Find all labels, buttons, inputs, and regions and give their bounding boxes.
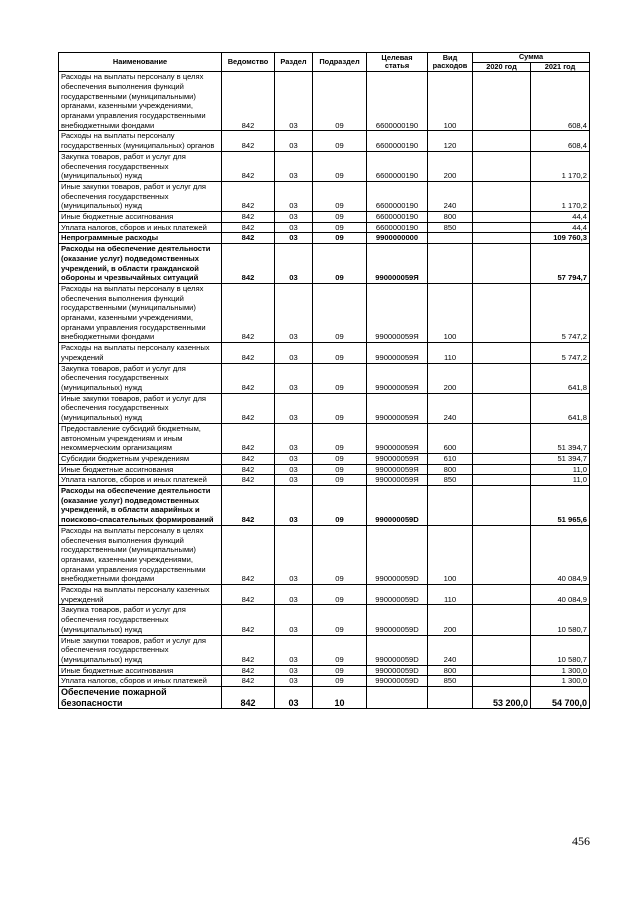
row-exp-type: 100	[428, 72, 473, 131]
row-name: Расходы на выплаты персоналу в целях обеспечения выполнения функций государственными (муниципальными) органами, казенными учреждениями, органами управления государственными внебюджетными фондами	[59, 72, 222, 131]
row-section: 03	[275, 131, 313, 151]
row-exp-type	[428, 244, 473, 284]
row-exp-type: 240	[428, 635, 473, 665]
row-sum-2021: 10 580,7	[531, 635, 590, 665]
table-row	[59, 635, 590, 665]
row-section: 03	[275, 244, 313, 284]
row-exp-type: 800	[428, 665, 473, 676]
row-exp-type: 800	[428, 212, 473, 223]
table-row	[59, 72, 590, 131]
table-header	[59, 53, 590, 72]
header-2021: 2021 год	[531, 62, 590, 72]
row-name: Предоставление субсидий бюджетным, автономным учреждениям и иным некоммерческим организациям	[59, 423, 222, 453]
row-dept: 842	[222, 244, 275, 284]
row-exp-type: 110	[428, 343, 473, 363]
row-section: 03	[275, 486, 313, 526]
row-exp-type: 240	[428, 393, 473, 423]
row-dept: 842	[222, 585, 275, 605]
row-target: 990000059Я	[367, 423, 428, 453]
row-dept: 842	[222, 423, 275, 453]
row-section: 03	[275, 605, 313, 635]
row-sum-2021: 1 300,0	[531, 665, 590, 676]
row-section: 03	[275, 665, 313, 676]
row-target: 6600000190	[367, 212, 428, 223]
row-dept: 842	[222, 525, 275, 584]
table-row	[59, 605, 590, 635]
row-subsection: 09	[313, 676, 367, 687]
row-subsection: 09	[313, 212, 367, 223]
table-row	[59, 283, 590, 342]
row-sum-2021: 641,8	[531, 393, 590, 423]
row-exp-type: 200	[428, 151, 473, 181]
row-dept: 842	[222, 212, 275, 223]
row-dept: 842	[222, 131, 275, 151]
row-subsection: 10	[313, 687, 367, 709]
row-section: 03	[275, 585, 313, 605]
row-sum-2020	[473, 131, 531, 151]
table-row	[59, 343, 590, 363]
row-subsection: 09	[313, 486, 367, 526]
row-target: 6600000190	[367, 131, 428, 151]
row-sum-2021: 51 965,6	[531, 486, 590, 526]
row-dept: 842	[222, 635, 275, 665]
row-sum-2021: 1 170,2	[531, 181, 590, 211]
table-row	[59, 181, 590, 211]
row-subsection: 09	[313, 585, 367, 605]
row-target: 990000059D	[367, 486, 428, 526]
row-sum-2021: 40 084,9	[531, 525, 590, 584]
row-section: 03	[275, 283, 313, 342]
row-name: Расходы на выплаты персоналу в целях обеспечения выполнения функций государственными (муниципальными) органами, казенными учреждениями, органами управления государственными внебюджетными фондами	[59, 525, 222, 584]
row-sum-2020	[473, 363, 531, 393]
row-subsection: 09	[313, 283, 367, 342]
row-name: Иные закупки товаров, работ и услуг для обеспечения государственных (муниципальных) нужд	[59, 635, 222, 665]
row-target: 990000059Я	[367, 343, 428, 363]
table-row	[59, 363, 590, 393]
table-row	[59, 464, 590, 475]
row-dept: 842	[222, 453, 275, 464]
row-dept: 842	[222, 343, 275, 363]
table-row	[59, 475, 590, 486]
row-sum-2020	[473, 453, 531, 464]
row-exp-type: 110	[428, 585, 473, 605]
row-section: 03	[275, 453, 313, 464]
row-sum-2020	[473, 635, 531, 665]
row-subsection: 09	[313, 151, 367, 181]
row-sum-2020	[473, 585, 531, 605]
row-sum-2020	[473, 244, 531, 284]
row-subsection: 09	[313, 72, 367, 131]
row-sum-2020	[473, 393, 531, 423]
row-name: Уплата налогов, сборов и иных платежей	[59, 475, 222, 486]
row-section: 03	[275, 475, 313, 486]
row-exp-type: 200	[428, 605, 473, 635]
row-section: 03	[275, 423, 313, 453]
row-exp-type: 120	[428, 131, 473, 151]
row-sum-2021: 109 760,3	[531, 233, 590, 244]
row-name: Иные бюджетные ассигнования	[59, 212, 222, 223]
row-subsection: 09	[313, 244, 367, 284]
row-sum-2021: 11,0	[531, 464, 590, 475]
row-subsection: 09	[313, 131, 367, 151]
row-exp-type: 200	[428, 363, 473, 393]
row-sum-2020	[473, 233, 531, 244]
row-subsection: 09	[313, 393, 367, 423]
row-dept: 842	[222, 181, 275, 211]
row-target: 990000059D	[367, 585, 428, 605]
row-name: Расходы на обеспечение деятельности (оказание услуг) подведомственных учреждений, в области гражданской обороны и чрезвычайных ситуаций	[59, 244, 222, 284]
row-sum-2020	[473, 665, 531, 676]
table-row	[59, 486, 590, 526]
row-target: 990000059Я	[367, 244, 428, 284]
row-name: Закупка товаров, работ и услуг для обеспечения государственных (муниципальных) нужд	[59, 151, 222, 181]
row-exp-type	[428, 486, 473, 526]
row-name: Закупка товаров, работ и услуг для обеспечения государственных (муниципальных) нужд	[59, 363, 222, 393]
row-sum-2021: 40 084,9	[531, 585, 590, 605]
row-name: Непрограммные расходы	[59, 233, 222, 244]
row-sum-2021: 51 394,7	[531, 453, 590, 464]
row-section: 03	[275, 181, 313, 211]
row-dept: 842	[222, 475, 275, 486]
row-dept: 842	[222, 72, 275, 131]
row-target: 990000059Я	[367, 453, 428, 464]
row-subsection: 09	[313, 605, 367, 635]
row-sum-2020	[473, 423, 531, 453]
row-name: Иные бюджетные ассигнования	[59, 464, 222, 475]
row-dept: 842	[222, 687, 275, 709]
row-exp-type: 600	[428, 423, 473, 453]
header-exp-type: Вид расходов	[428, 53, 473, 72]
table-body	[59, 72, 590, 709]
row-subsection: 09	[313, 453, 367, 464]
row-name: Уплата налогов, сборов и иных платежей	[59, 222, 222, 233]
row-subsection: 09	[313, 233, 367, 244]
row-sum-2020	[473, 475, 531, 486]
row-sum-2020	[473, 605, 531, 635]
row-target: 6600000190	[367, 72, 428, 131]
row-target: 6600000190	[367, 222, 428, 233]
row-name: Расходы на выплаты персоналу казенных учреждений	[59, 343, 222, 363]
row-exp-type: 610	[428, 453, 473, 464]
row-section: 03	[275, 687, 313, 709]
row-section: 03	[275, 676, 313, 687]
row-name: Расходы на выплаты персоналу казенных учреждений	[59, 585, 222, 605]
table-row	[59, 151, 590, 181]
row-subsection: 09	[313, 181, 367, 211]
row-dept: 842	[222, 363, 275, 393]
row-sum-2021: 44,4	[531, 212, 590, 223]
row-name: Иные закупки товаров, работ и услуг для обеспечения государственных (муниципальных) нужд	[59, 181, 222, 211]
row-target: 990000059Я	[367, 283, 428, 342]
row-sum-2020: 53 200,0	[473, 687, 531, 709]
table-row	[59, 453, 590, 464]
row-exp-type: 850	[428, 475, 473, 486]
header-subsection: Подраздел	[313, 53, 367, 72]
table-row	[59, 525, 590, 584]
row-section: 03	[275, 151, 313, 181]
row-sum-2020	[473, 525, 531, 584]
row-target: 990000059D	[367, 605, 428, 635]
row-target: 990000059D	[367, 635, 428, 665]
row-target: 990000059Я	[367, 363, 428, 393]
row-target: 990000059D	[367, 665, 428, 676]
row-dept: 842	[222, 676, 275, 687]
row-dept: 842	[222, 486, 275, 526]
row-target: 9900000000	[367, 233, 428, 244]
row-sum-2020	[473, 151, 531, 181]
table-row	[59, 222, 590, 233]
row-name: Расходы на выплаты персоналу в целях обеспечения выполнения функций государственными (муниципальными) органами, казенными учреждениями, органами управления государственными внебюджетными фондами	[59, 283, 222, 342]
header-sum: Сумма	[473, 53, 590, 63]
row-section: 03	[275, 233, 313, 244]
row-section: 03	[275, 363, 313, 393]
table-row	[59, 665, 590, 676]
page-number: 456	[572, 834, 590, 848]
row-sum-2021: 11,0	[531, 475, 590, 486]
row-section: 03	[275, 222, 313, 233]
row-sum-2021: 57 794,7	[531, 244, 590, 284]
row-dept: 842	[222, 233, 275, 244]
row-exp-type	[428, 687, 473, 709]
row-sum-2021: 641,8	[531, 363, 590, 393]
row-sum-2020	[473, 464, 531, 475]
row-subsection: 09	[313, 665, 367, 676]
row-name: Уплата налогов, сборов и иных платежей	[59, 676, 222, 687]
header-2020: 2020 год	[473, 62, 531, 72]
row-sum-2020	[473, 72, 531, 131]
row-exp-type: 850	[428, 676, 473, 687]
budget-table	[58, 52, 590, 709]
row-section: 03	[275, 72, 313, 131]
row-target: 990000059Я	[367, 464, 428, 475]
table-row	[59, 676, 590, 687]
row-section: 03	[275, 525, 313, 584]
row-subsection: 09	[313, 222, 367, 233]
row-section: 03	[275, 635, 313, 665]
row-exp-type: 100	[428, 525, 473, 584]
table-row	[59, 244, 590, 284]
row-sum-2021: 10 580,7	[531, 605, 590, 635]
row-dept: 842	[222, 665, 275, 676]
table-row	[59, 687, 590, 709]
row-sum-2021: 54 700,0	[531, 687, 590, 709]
row-section: 03	[275, 343, 313, 363]
row-subsection: 09	[313, 475, 367, 486]
row-exp-type	[428, 233, 473, 244]
table-row	[59, 233, 590, 244]
table-row	[59, 423, 590, 453]
row-target: 990000059Я	[367, 393, 428, 423]
header-section: Раздел	[275, 53, 313, 72]
row-dept: 842	[222, 222, 275, 233]
row-subsection: 09	[313, 343, 367, 363]
table-row	[59, 585, 590, 605]
row-sum-2021: 608,4	[531, 131, 590, 151]
row-sum-2021: 608,4	[531, 72, 590, 131]
row-name: Расходы на выплаты персоналу государственных (муниципальных) органов	[59, 131, 222, 151]
row-subsection: 09	[313, 464, 367, 475]
row-sum-2021: 5 747,2	[531, 343, 590, 363]
row-sum-2020	[473, 212, 531, 223]
row-target: 990000059D	[367, 676, 428, 687]
row-dept: 842	[222, 393, 275, 423]
row-dept: 842	[222, 151, 275, 181]
row-subsection: 09	[313, 423, 367, 453]
row-target: 990000059Я	[367, 475, 428, 486]
header-name: Наименование	[59, 53, 222, 72]
header-target: Целевая статья	[367, 53, 428, 72]
table-row	[59, 131, 590, 151]
row-target: 990000059D	[367, 525, 428, 584]
row-subsection: 09	[313, 635, 367, 665]
row-sum-2021: 1 300,0	[531, 676, 590, 687]
row-section: 03	[275, 464, 313, 475]
row-sum-2020	[473, 486, 531, 526]
row-dept: 842	[222, 605, 275, 635]
row-exp-type: 850	[428, 222, 473, 233]
row-name: Закупка товаров, работ и услуг для обеспечения государственных (муниципальных) нужд	[59, 605, 222, 635]
table-row	[59, 393, 590, 423]
row-sum-2020	[473, 676, 531, 687]
header-dept: Ведомство	[222, 53, 275, 72]
row-name: Расходы на обеспечение деятельности (оказание услуг) подведомственных учреждений, в области аварийных и поисково-спасательных формирований	[59, 486, 222, 526]
row-dept: 842	[222, 464, 275, 475]
row-sum-2020	[473, 343, 531, 363]
row-name: Обеспечение пожарной безопасности	[59, 687, 222, 709]
row-exp-type: 100	[428, 283, 473, 342]
row-target: 6600000190	[367, 151, 428, 181]
row-exp-type: 800	[428, 464, 473, 475]
row-sum-2020	[473, 283, 531, 342]
row-sum-2021: 5 747,2	[531, 283, 590, 342]
row-sum-2021: 1 170,2	[531, 151, 590, 181]
row-dept: 842	[222, 283, 275, 342]
row-sum-2021: 44,4	[531, 222, 590, 233]
row-subsection: 09	[313, 363, 367, 393]
table-row	[59, 212, 590, 223]
row-sum-2021: 51 394,7	[531, 423, 590, 453]
row-target: 6600000190	[367, 181, 428, 211]
row-subsection: 09	[313, 525, 367, 584]
row-name: Иные закупки товаров, работ и услуг для обеспечения государственных (муниципальных) нужд	[59, 393, 222, 423]
row-exp-type: 240	[428, 181, 473, 211]
row-sum-2020	[473, 181, 531, 211]
row-sum-2020	[473, 222, 531, 233]
row-section: 03	[275, 393, 313, 423]
row-name: Субсидии бюджетным учреждениям	[59, 453, 222, 464]
row-target	[367, 687, 428, 709]
row-name: Иные бюджетные ассигнования	[59, 665, 222, 676]
row-section: 03	[275, 212, 313, 223]
